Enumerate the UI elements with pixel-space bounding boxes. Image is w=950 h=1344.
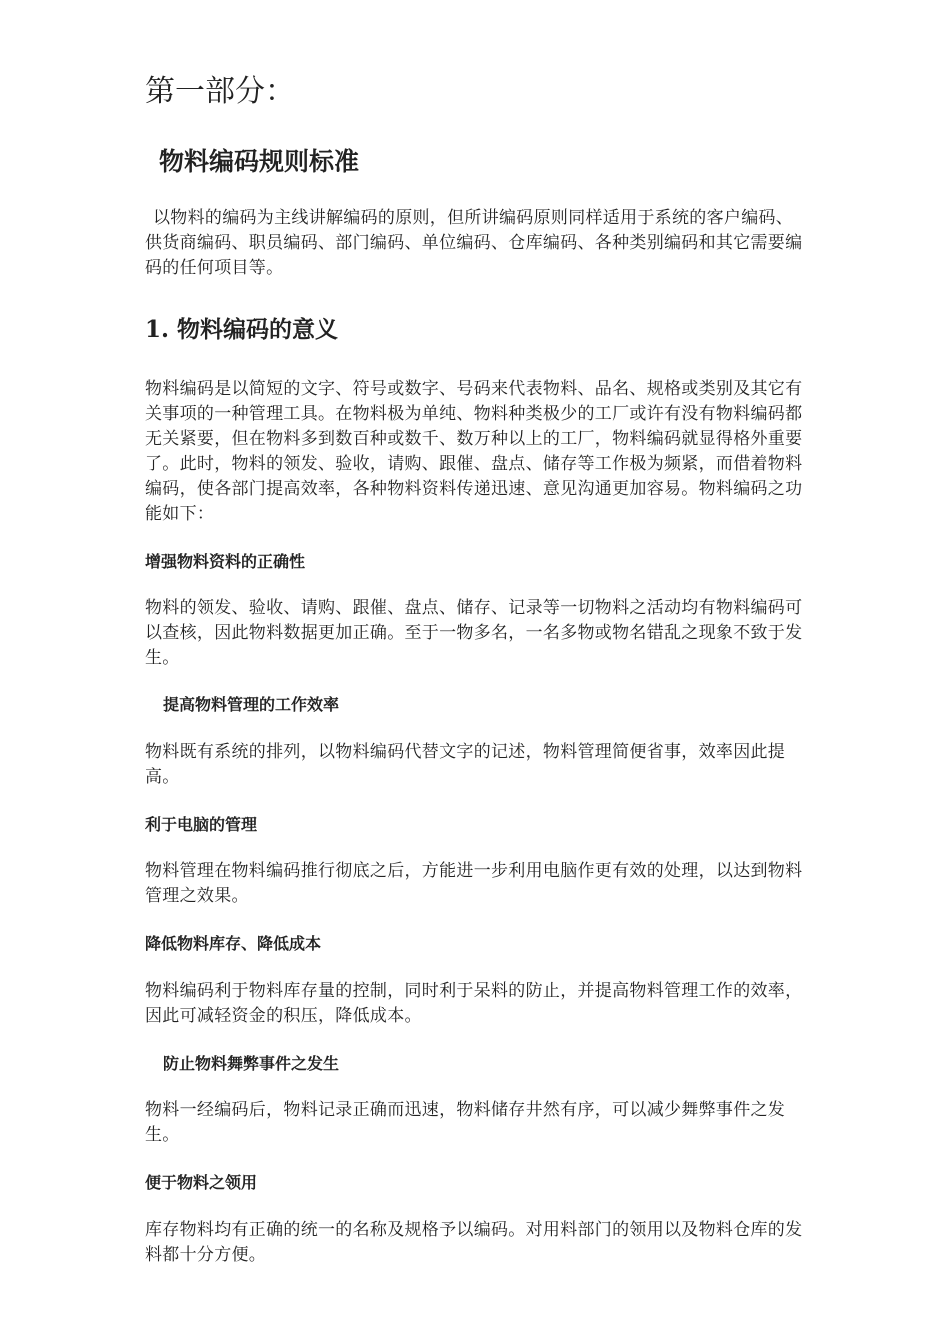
function-body-requisition: 库存物料均有正确的统一的名称及规格予以编码。对用料部门的领用以及物料仓库的发料都十分方便。	[145, 1220, 803, 1265]
function-heading-efficiency: 提高物料管理的工作效率	[163, 695, 340, 714]
function-heading-requisition: 便于物料之领用	[145, 1173, 258, 1192]
function-heading-fraud: 防止物料舞弊事件之发生	[163, 1054, 340, 1073]
function-body-efficiency: 物料既有系统的排列，以物料编码代替文字的记述，物料管理简便省事，效率因此提高。	[145, 742, 786, 787]
section-title-meaning: 1. 物料编码的意义	[145, 316, 339, 343]
function-heading-computer: 利于电脑的管理	[145, 815, 258, 834]
section-body-meaning: 物料编码是以简短的文字、符号或数字、号码来代表物料、品名、规格或类别及其它有关事项的一种管理工具。在物料极为单纯、物料种类极少的工厂或许有没有物料编码都无关紧要，但在物料多到数百种或数千、数万种以上的工厂，物料编码就显得格外重要了。此时，物料的领发、验收，请购、跟催、盘点、储存等工作极为频紧，而借着物料编码，使各部门提高效率，各种物料资料传递迅速、意见沟通更加容易。物料编码之功能如下：	[145, 379, 803, 524]
intro-paragraph: 以物料的编码为主线讲解编码的原则，但所讲编码原则同样适用于系统的客户编码、供货商编码、职员编码、部门编码、单位编码、仓库编码、各种类别编码和其它需要编码的任何项目等。	[145, 208, 803, 278]
part-title: 第一部分：	[145, 74, 295, 109]
function-body-fraud: 物料一经编码后，物料记录正确而迅速，物料储存井然有序，可以减少舞弊事件之发生。	[145, 1100, 786, 1145]
document-title: 物料编码规则标准	[159, 147, 360, 176]
function-body-cost: 物料编码利于物料库存量的控制，同时利于呆料的防止，并提高物料管理工作的效率，因此可减轻资金的积压，降低成本。	[145, 981, 803, 1026]
function-heading-accuracy: 增强物料资料的正确性	[145, 552, 306, 571]
function-heading-cost: 降低物料库存、降低成本	[145, 934, 322, 953]
function-body-computer: 物料管理在物料编码推行彻底之后，方能进一步利用电脑作更有效的处理，以达到物料管理之效果。	[145, 861, 803, 906]
function-body-accuracy: 物料的领发、验收、请购、跟催、盘点、储存、记录等一切物料之活动均有物料编码可以查核，因此物料数据更加正确。至于一物多名，一名多物或物名错乱之现象不致于发生。	[145, 598, 803, 668]
